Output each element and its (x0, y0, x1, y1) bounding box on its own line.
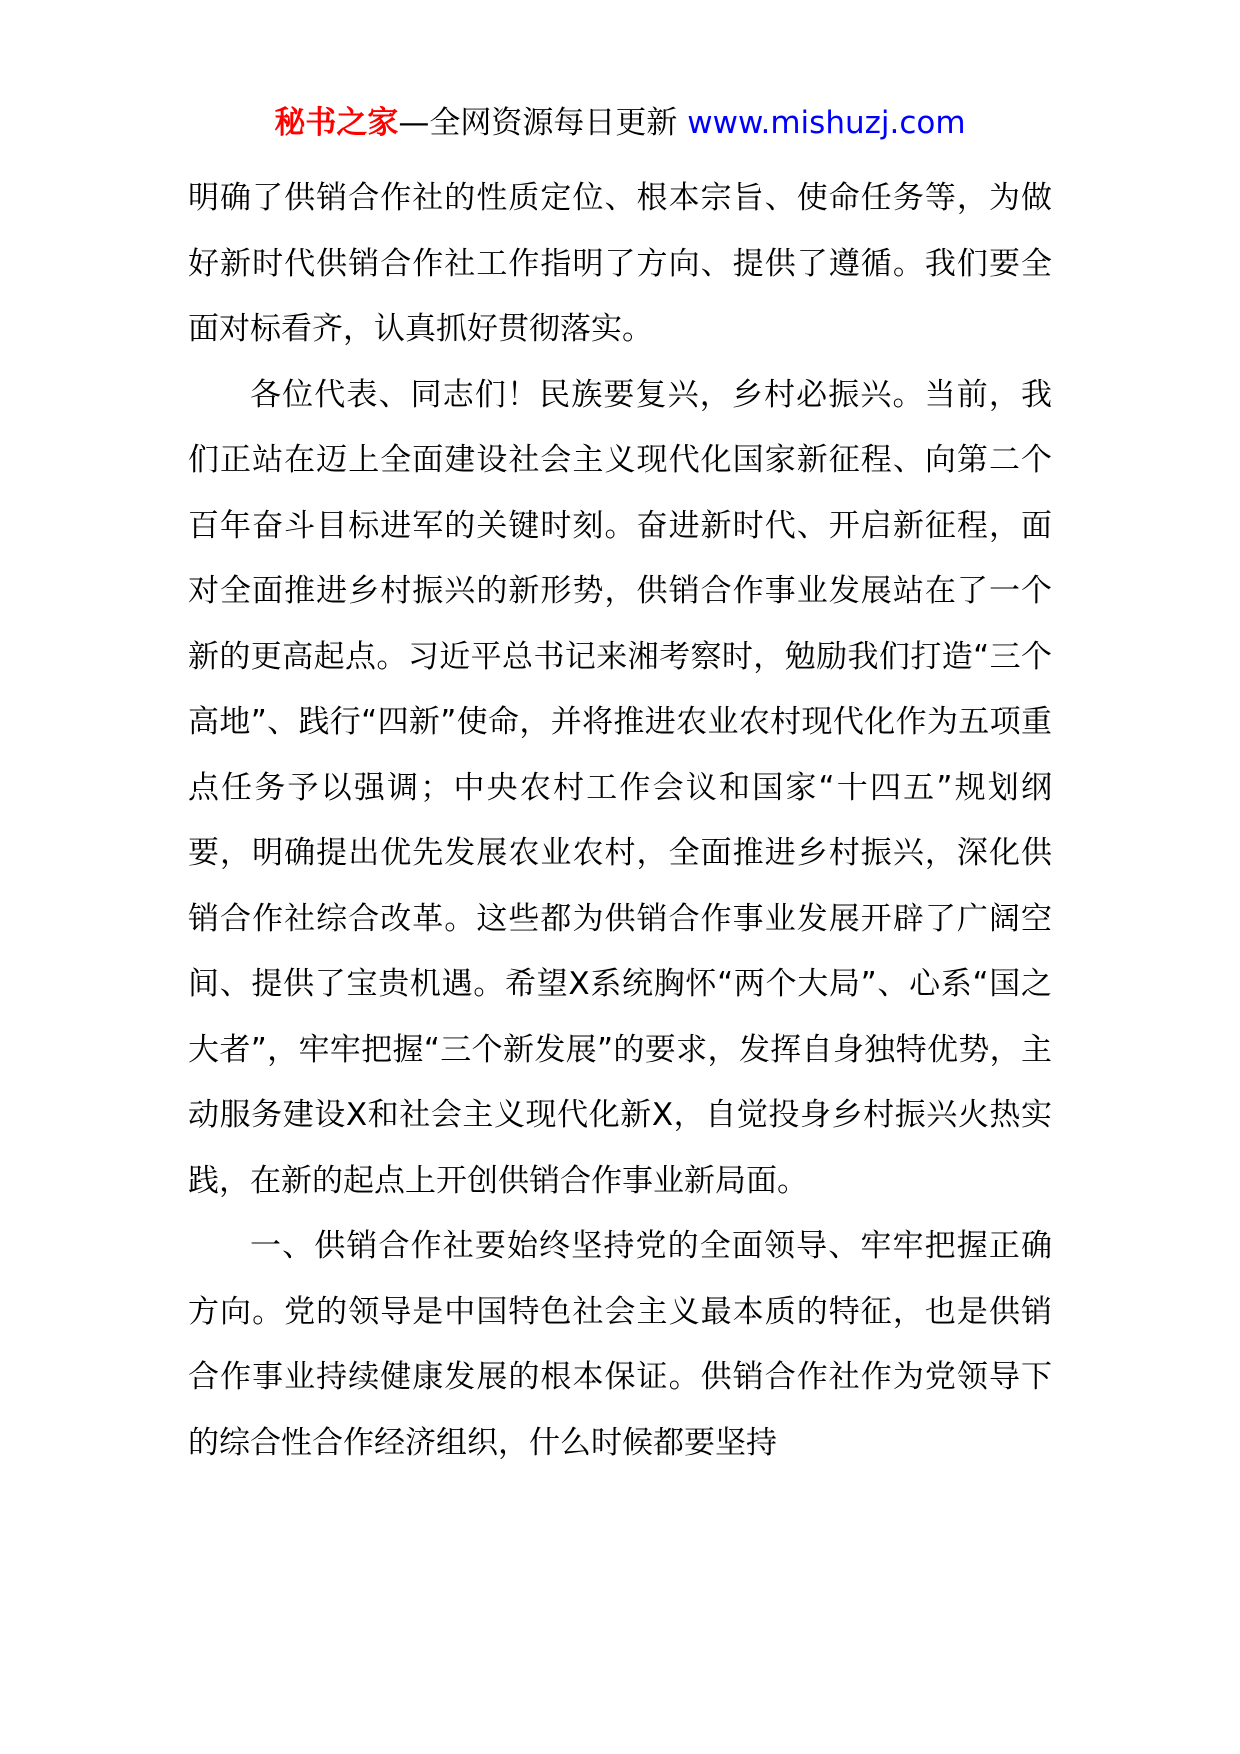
site-url-link[interactable]: www.mishuzj.com (687, 105, 966, 141)
paragraph: 各位代表、同志们！民族要复兴，乡村必振兴。当前，我们正站在迈上全面建设社会主义现代化国家新征程、向第二个百年奋斗目标进军的关键时刻。奋进新时代、开启新征程，面对全面推进乡村振兴的新形势，供销合作事业发展站在了一个新的更高起点。习近平总书记来湘考察时，勉励我们打造“三个高地”、践行“四新”使命，并将推进农业农村现代化作为五项重点任务予以强调；中央农村工作会议和国家“十四五”规划纲要，明确提出优先发展农业农村，全面推进乡村振兴，深化供销合作社综合改革。这些都为供销合作事业发展开辟了广阔空间、提供了宝贵机遇。希望X系统胸怀“两个大局”、心系“国之大者”，牢牢把握“三个新发展”的要求，发挥自身独特优势，主动服务建设X和社会主义现代化新X，自觉投身乡村振兴火热实践，在新的起点上开创供销合作事业新局面。 (188, 376, 1052, 1199)
site-tagline: —全网资源每日更新 (398, 105, 678, 141)
document-body (188, 166, 1052, 1476)
paragraph-continuation: 明确了供销合作社的性质定位、根本宗旨、使命任务等，为做好新时代供销合作社工作指明了方向、提供了遵循。我们要全面对标看齐，认真抓好贯彻落实。 (188, 180, 1052, 347)
page-header (0, 100, 1240, 146)
paragraph-section-heading: 一、供销合作社要始终坚持党的全面领导、牢牢把握正确方向。党的领导是中国特色社会主义最本质的特征，也是供销合作事业持续健康发展的根本保证。供销合作社作为党领导下的综合性合作经济组织，什么时候都要坚持 (188, 1228, 1052, 1461)
site-brand: 秘书之家 (274, 105, 399, 141)
